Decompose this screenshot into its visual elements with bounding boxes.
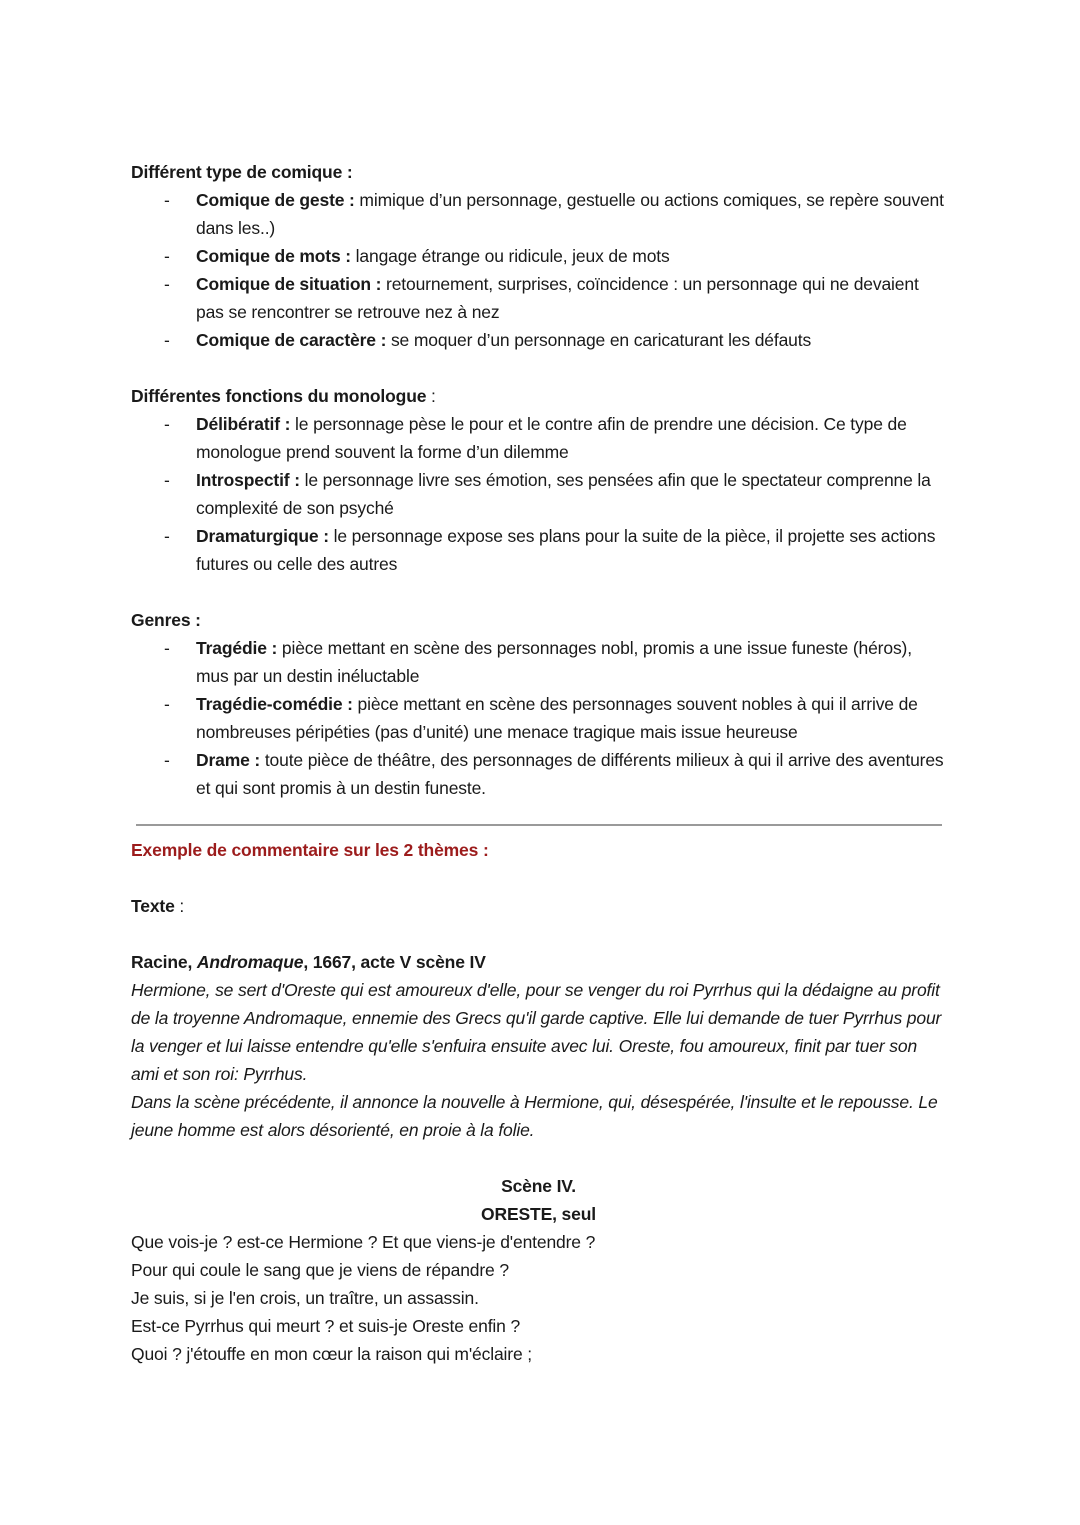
texte-label-text: Texte — [131, 896, 175, 916]
scene-character: ORESTE, seul — [481, 1204, 596, 1224]
list-item — [131, 634, 946, 690]
list-item-term: Introspectif : — [196, 470, 300, 490]
list-item-text: le personnage livre ses émotion, ses pensées afin que le spectateur comprenne la complexité de son psyché — [196, 470, 931, 518]
list-item — [131, 410, 946, 466]
bullet-dash-icon: - — [164, 694, 170, 714]
list-item-text: se moquer d’un personnage en caricaturant les défauts — [386, 330, 812, 350]
scene-title: Scène IV. — [501, 1176, 576, 1196]
bullet-dash-icon: - — [164, 470, 170, 490]
list-item — [131, 186, 946, 242]
verse-line: Est-ce Pyrrhus qui meurt ? et suis-je Oreste enfin ? — [131, 1316, 521, 1336]
verse-line: Que vois-je ? est-ce Hermione ? Et que viens-je d'entendre ? — [131, 1232, 596, 1252]
verse-line: Quoi ? j'étouffe en mon cœur la raison qui m'éclaire ; — [131, 1344, 532, 1364]
summary-paragraph: Hermione, se sert d'Oreste qui est amoureux d'elle, pour se venger du roi Pyrrhus qui la dédaigne au profit de la troyenne Andromaque, ennemie des Grecs qu'il garde captive. Elle lui demande de tuer Pyrrhus pour la venger et lui laisse entendre qu'elle s'enfuira ensuite avec lui. Oreste, fou amoureux, finit par tuer son ami et son roi: Pyrrhus. — [131, 980, 942, 1084]
list-item-text: mimique d’un personnage, gestuelle ou actions comiques, se repère souvent dans les..) — [196, 190, 944, 238]
verse-line: Je suis, si je l'en crois, un traître, un assassin. — [131, 1288, 479, 1308]
list-item-text: langage étrange ou ridicule, jeux de mots — [350, 246, 670, 266]
list-item-term: Tragédie : — [196, 638, 278, 658]
list-item — [131, 326, 946, 354]
list-item-text: le personnage pèse le pour et le contre afin de prendre une décision. Ce type de monologue prend souvent la forme d’un dilemme — [196, 414, 907, 462]
list-item-text: pièce mettant en scène des personnages souvent nobles à qui il arrive de nombreuses péripéties (pas d’unité) une menace tragique mais issue heureuse — [196, 694, 918, 742]
bullet-dash-icon: - — [164, 190, 170, 210]
list-item-text: le personnage expose ses plans pour la suite de la pièce, il projette ses actions futures ou celle des autres — [196, 526, 936, 574]
list-item-term: Tragédie-comédie : — [196, 694, 353, 714]
list-item — [131, 270, 946, 326]
genres-list — [131, 634, 946, 802]
verse-line: Pour qui coule le sang que je viens de répandre ? — [131, 1260, 509, 1280]
source-author: Racine, — [131, 952, 197, 972]
list-item — [131, 746, 946, 802]
list-item — [131, 466, 946, 522]
list-item-text: toute pièce de théâtre, des personnages de différents milieux à qui il arrive des aventures et qui sont promis à un destin funeste. — [196, 750, 944, 798]
list-item — [131, 242, 946, 270]
section-heading-genres: Genres : — [131, 610, 201, 630]
bullet-dash-icon: - — [164, 414, 170, 434]
section-heading-monologue — [131, 382, 946, 410]
monologue-list — [131, 410, 946, 578]
list-item-text: retournement, surprises, coïncidence : un personnage qui ne devaient pas se rencontrer se retrouve nez à nez — [196, 274, 919, 322]
spacer — [131, 920, 946, 948]
bullet-dash-icon: - — [164, 750, 170, 770]
list-item-term: Drame : — [196, 750, 261, 770]
texte-label — [131, 892, 946, 920]
spacer — [131, 864, 946, 892]
document-page — [131, 158, 946, 1368]
section-heading-comique: Différent type de comique : — [131, 162, 353, 182]
comique-list — [131, 186, 946, 354]
heading-suffix: : — [426, 386, 436, 406]
list-item-term: Comique de geste : — [196, 190, 355, 210]
horizontal-divider — [136, 824, 942, 826]
bullet-dash-icon: - — [164, 638, 170, 658]
texte-label-suffix: : — [174, 896, 185, 916]
list-item-term: Délibératif : — [196, 414, 291, 434]
bullet-dash-icon: - — [164, 274, 170, 294]
summary-paragraph: Dans la scène précédente, il annonce la nouvelle à Hermione, qui, désespérée, l'insulte et le repousse. Le jeune homme est alors désorienté, en proie à la folie. — [131, 1092, 938, 1140]
heading-text: Différentes fonctions du monologue — [131, 386, 427, 406]
list-item-term: Comique de caractère : — [196, 330, 387, 350]
section-heading-exemple: Exemple de commentaire sur les 2 thèmes : — [131, 840, 489, 860]
list-item — [131, 522, 946, 578]
source-citation — [131, 948, 946, 976]
source-work-title: Andromaque — [196, 952, 304, 972]
spacer — [131, 578, 946, 606]
spacer — [131, 1144, 946, 1172]
list-item-term: Comique de situation : — [196, 274, 382, 294]
spacer — [131, 354, 946, 382]
list-item-term: Comique de mots : — [196, 246, 351, 266]
source-details: , 1667, acte V scène IV — [303, 952, 486, 972]
list-item-term: Dramaturgique : — [196, 526, 329, 546]
bullet-dash-icon: - — [164, 246, 170, 266]
bullet-dash-icon: - — [164, 526, 170, 546]
list-item-text: pièce mettant en scène des personnages nobl, promis a une issue funeste (héros), mus par un destin inéluctable — [196, 638, 912, 686]
list-item — [131, 690, 946, 746]
bullet-dash-icon: - — [164, 330, 170, 350]
